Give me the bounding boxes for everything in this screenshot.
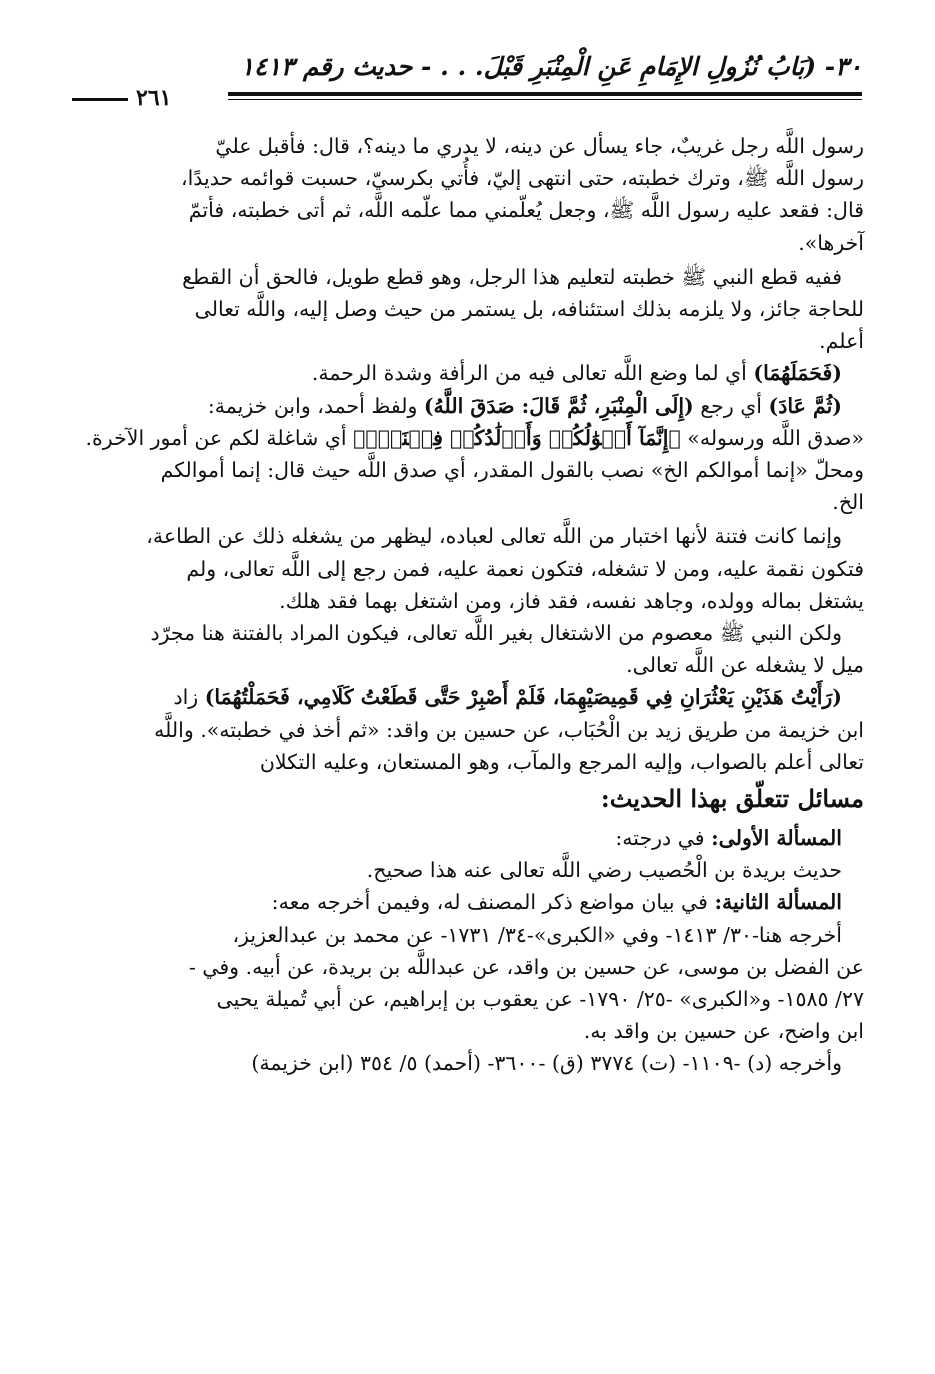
text-line: وأخرجه (د) -١١٠٩- (ت) ٣٧٧٤ (ق) -٣٦٠٠- (أحمد) ٥/ ٣٥٤ (ابن خزيمة) (251, 1051, 842, 1076)
issue-line (74, 822, 864, 854)
header-rule-thin (228, 99, 862, 100)
text-line: آخرها». (798, 230, 864, 255)
text-line: رسول اللَّه رجل غريبٌ، جاء يسأل عن دينه، لا يدري ما دينه؟، قال: فأقبل عليّ (215, 134, 864, 158)
text-line: وإنما كانت فتنة لأنها اختبار من اللَّه تعالى لعباده، ليظهر من يشغله ذلك عن الطاعة، (146, 524, 842, 549)
running-header (72, 52, 862, 112)
hadith-quote: (ثُمَّ عَادَ) (768, 393, 842, 418)
text-line: ابن خزيمة من طريق زيد بن الْحُبَاب، عن حسين بن واقد: «ثم أخذ في خطبته». واللَّه (154, 717, 864, 742)
issue-text: في بيان مواضع ذكر المصنف له، وفيمن أخرجه معه: (271, 890, 715, 915)
hadith-quote: (إِلَى الْمِنْبَرِ، ثُمَّ قَالَ: صَدَقَ اللَّهُ) (423, 393, 694, 418)
quote-text: «صدق اللَّه ورسوله» (680, 425, 864, 450)
text-line: رسول اللَّه ﷺ، وترك خطبته، حتى انتهى إليّ، فأُتي بكرسيّ، حسبت قوائمه حديدًا، (180, 166, 864, 191)
issue-label: المسألة الثانية: (714, 890, 842, 915)
text-line: أعلم. (819, 329, 864, 354)
text-line: ابن واضح، عن حسين بن واقد به. (583, 1019, 864, 1044)
commentary-text: أي رجع (693, 393, 769, 418)
text-line: للحاجة جائز، ولا يلزمه بذلك استئنافه، بل يستمر من حيث وصل إليه، واللَّه تعالى (194, 297, 864, 322)
issue-text: في درجته: (615, 826, 712, 851)
issue-line (74, 886, 864, 918)
text-line: أخرجه هنا-٣٠/ ١٤١٣- وفي «الكبرى»-٣٤/ ١٧٣١- عن محمد بن عبدالعزيز، (232, 922, 842, 947)
text-line (74, 422, 864, 454)
quran-verse: ﴿إِنَّمَآ أَمۡوَٰلُكُمۡ وَأَوۡلَٰدُكُمۡ فِتۡنَةٞۚ﴾ (353, 425, 681, 450)
text-line: فتكون نقمة عليه، ومن لا تشغله، فتكون نعمة عليه، فمن رجع إلى اللَّه تعالى، ولم (186, 556, 864, 581)
hadith-quote: (رَأَيْتُ هَذَيْنِ يَعْثُرَانِ فِي قَمِيصَيْهِمَا، فَلَمْ أَصْبِرْ حَتَّى قَطَعْتُ كَلَامِي، فَحَمَلْتُهُمَا) (204, 685, 842, 710)
text-line: حديث بريدة بن الْحُصيب رضي اللَّه تعالى عنه هذا صحيح. (366, 858, 842, 883)
commentary-text: زاد (173, 685, 205, 710)
text-line: ولكن النبي ﷺ معصوم من الاشتغال بغير اللَّه تعالى، فيكون المراد بالفتنة هنا مجرّد (150, 621, 842, 646)
commentary-line (74, 681, 864, 713)
page-number: ٢٦١ (136, 85, 172, 111)
text-line: ٢٧/ ١٥٨٥- و«الكبرى» -٢٥/ ١٧٩٠- عن يعقوب بن إبراهيم، عن أبي تُميلة يحيى (216, 987, 864, 1012)
hadith-quote: (فَحَمَلَهُمَا) (753, 361, 842, 386)
commentary-line (74, 390, 864, 422)
text-line: عن الفضل بن موسى، عن حسين بن واقد، عن عبداللَّه بن بريدة، عن أبيه. وفي - (188, 954, 864, 979)
text-line: الخ. (832, 490, 864, 515)
body-text (74, 130, 864, 1080)
text-line: ففيه قطع النبي ﷺ خطبته لتعليم هذا الرجل، وهو قطع طويل، فالحق أن القطع (182, 264, 842, 289)
commentary-line (74, 357, 864, 389)
commentary-text: ولفظ أحمد، وابن خزيمة: (207, 393, 424, 418)
text-line: تعالى أعلم بالصواب، وإليه المرجع والمآب، وهو المستعان، وعليه التكلان (259, 749, 864, 774)
text-line: قال: فقعد عليه رسول اللَّه ﷺ، وجعل يُعلّمني مما علّمه اللَّه، ثم أتى خطبته، فأتمّ (188, 198, 864, 223)
commentary-text: أي شاغلة لكم عن أمور الآخرة. (85, 425, 354, 450)
text-line: ميل لا يشغله عن اللَّه تعالى. (626, 653, 864, 678)
header-title: ٣٠- (بَابُ نُزُولِ الإِمَامِ عَنِ الْمِنْبَرِ قَبْلَ. . . - حديث رقم ١٤١٣ (240, 52, 862, 81)
header-rule-thick (228, 92, 862, 96)
header-rule-left (72, 98, 128, 101)
section-heading: مسائل تتعلّق بهذا الحديث: (600, 784, 864, 814)
text-line: ومحلّ «إنما أموالكم الخ» نصب بالقول المقدر، أي صدق اللَّه حيث قال: إنما أموالكم (160, 458, 864, 483)
text-line: يشتغل بماله وولده، وجاهد نفسه، فقد فاز، ومن اشتغل بهما فقد هلك. (279, 588, 864, 613)
commentary-text: أي لما وضع اللَّه تعالى فيه من الرأفة وشدة الرحمة. (311, 361, 754, 386)
issue-label: المسألة الأولى: (711, 826, 842, 851)
